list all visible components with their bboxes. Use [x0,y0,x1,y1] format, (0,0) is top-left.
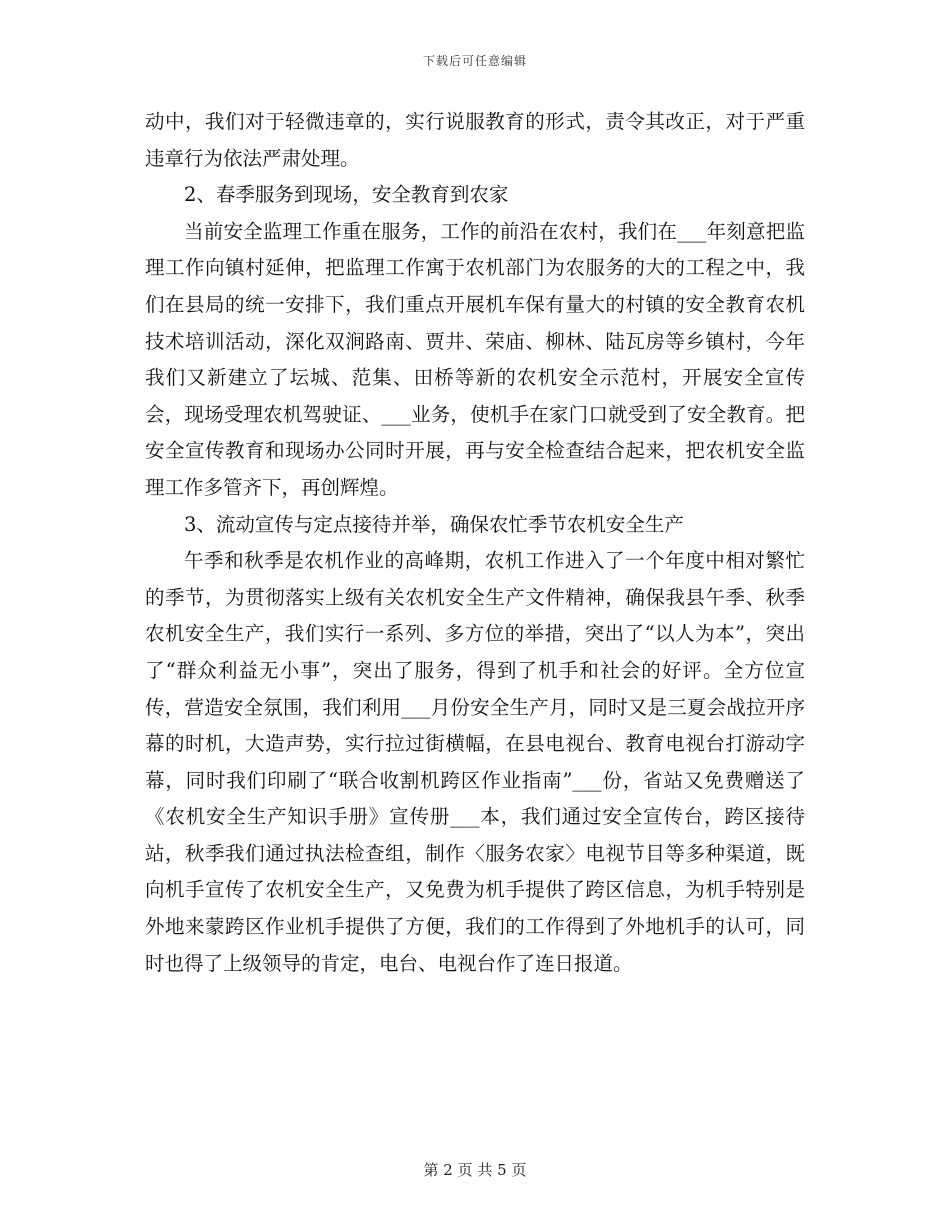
document-body [145,104,805,982]
paragraph-section-3: 午季和秋季是农机作业的高峰期，农机工作进入了一个年度中相对繁忙的季节，为贯彻落实上级有关农机安全生产文件精神，确保我县午季、秋季农机安全生产，我们实行一系列、多方位的举措，突出了“以人为本”，突出了“群众利益无小事”，突出了服务，得到了机手和社会的好评。全方位宣传，营造安全氛围，我们利用___月份安全生产月，同时又是三夏会战拉开序幕的时机，大造声势，实行拉过街横幅，在县电视台、教育电视台打游动字幕，同时我们印刷了“联合收割机跨区作业指南”___份，省站又免费赠送了《农机安全生产知识手册》宣传册___本，我们通过安全宣传台，跨区接待站，秋季我们通过执法检查组，制作〈服务农家〉电视节目等多种渠道，既向机手宣传了农机安全生产，又免费为机手提供了跨区信息，为机手特别是外地来蒙跨区作业机手提供了方便，我们的工作得到了外地机手的认可，同时也得了上级领导的肯定，电台、电视台作了连日报道。 [145,549,805,975]
section-heading-3: 3、流动宣传与定点接待并举，确保农忙季节农机安全生产 [184,512,684,536]
page-number: 第 2 页 共 5 页 [423,1161,527,1179]
paragraph-section-2: 当前安全监理工作重在服务，工作的前沿在农村，我们在___年刻意把监理工作向镇村延伸，把监理工作寓于农机部门为农服务的大的工程之中，我们在县局的统一安排下，我们重点开展机车保有量大的村镇的安全教育农机技术培训活动，深化双涧路南、贾井、荣庙、柳林、陆瓦房等乡镇村，今年我们又新建立了坛城、范集、田桥等新的农机安全示范村，开展安全宣传会，现场受理农机驾驶证、___业务，使机手在家门口就受到了安全教育。把安全宣传教育和现场办公同时开展，再与安全检查结合起来，把农机安全监理工作多管齐下，再创辉煌。 [145,219,805,499]
paragraph-continuation: 动中，我们对于轻微违章的，实行说服教育的形式，责令其改正，对于严重违章行为依法严肃处理。 [145,110,805,170]
page-header-note: 下载后可任意编辑 [422,54,527,68]
section-heading-2: 2、春季服务到现场，安全教育到农家 [184,183,509,207]
